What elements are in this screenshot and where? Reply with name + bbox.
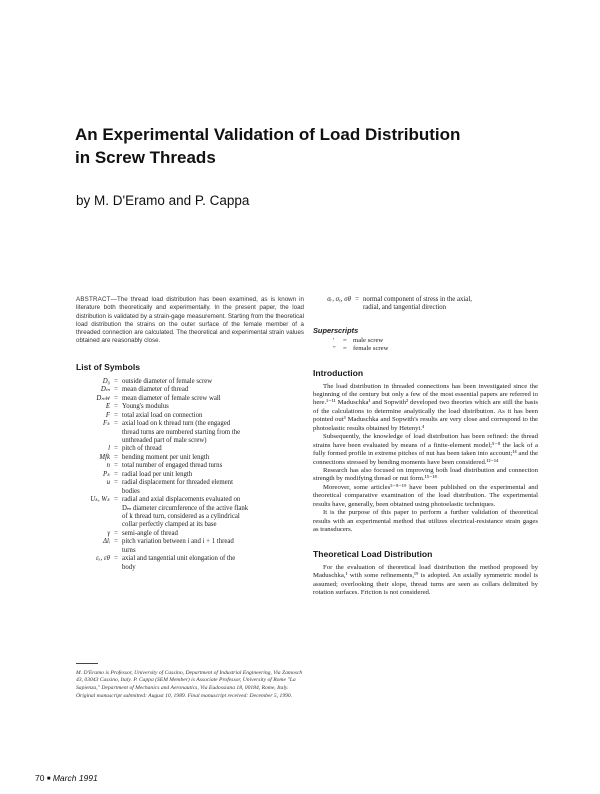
symbol-definition: radial and axial displacements evaluated on (122, 496, 241, 504)
body-paragraph: The load distribution in threaded connections has been investigated since the beginning of the century but only a few of the most essential papers are referred to here.¹⁻¹¹ Maduschka¹ and Sopwith² developed two theories which are still the basis of the calculations to determine analytically the load distribution. As it has been pointed out³ Maduschka and Sopwith's results are very close and correspond to the photoelastic results obtained by Hetenyi.⁴ (313, 382, 538, 432)
symbol-definition: total number of engaged thread turns (122, 462, 223, 470)
symbol-entry (76, 530, 304, 538)
symbol-entry (76, 538, 304, 555)
symbols-list (76, 378, 304, 572)
symbol-key: D₀ (102, 377, 110, 385)
symbol-definition: axial load on k thread turn (the engaged (122, 420, 231, 428)
equals-sign: = (114, 555, 118, 563)
equals-sign: = (114, 462, 118, 470)
symbol-key: σᵣ, σₓ, σθ (327, 296, 351, 303)
symbol-entry (76, 496, 304, 530)
symbol-definition: semi-angle of thread (122, 529, 178, 537)
symbol-key: u (106, 479, 110, 487)
symbol-definition: radial displacement for threaded element (122, 479, 233, 487)
symbol-entry (76, 555, 304, 572)
symbol-entry (76, 395, 304, 403)
page-folio (35, 773, 98, 783)
equals-sign: = (114, 403, 118, 411)
symbol-entry (76, 479, 304, 496)
symbol-key: Uₖ, Wₖ (90, 496, 110, 504)
symbol-key: Mfk (99, 453, 110, 461)
abstract-label: ABSTRACT— (76, 296, 117, 303)
superscript-definition: female screw (353, 345, 389, 353)
bullet-separator: ■ (46, 776, 51, 782)
footnote-dates: Original manuscript submitted: August 10, 1989. Final manuscript received: December 5, 1990. (76, 693, 293, 700)
symbol-definition: outside diameter of female screw (122, 377, 213, 385)
superscript-entry (313, 337, 538, 345)
symbol-definition: thread turns are numbered starting from the (122, 428, 241, 436)
body-paragraph: It is the purpose of this paper to perform a further validation of theoretical results with an experimental method that utilizes electrical-resistance strain gages as transducers. (313, 509, 538, 534)
issue-date: March 1991 (52, 773, 98, 783)
symbol-entry (76, 471, 304, 479)
title-line: An Experimental Validation of Load Distribution (75, 125, 461, 144)
symbol-entry (76, 445, 304, 453)
symbol-key: γ (107, 529, 110, 537)
right-column (313, 296, 538, 597)
symbol-key: l (108, 445, 110, 453)
symbol-definition: Young's modulus (122, 403, 169, 411)
symbol-key: F (105, 411, 110, 419)
equals-sign: = (114, 377, 118, 385)
symbol-definition: of k thread turn, considered as a cylindrical (122, 513, 240, 521)
superscript-definition: male screw (353, 336, 384, 344)
superscripts-heading: Superscripts (313, 325, 359, 335)
theoretical-heading: Theoretical Load Distribution (313, 548, 433, 559)
symbol-entry (76, 412, 304, 420)
equals-sign: = (114, 445, 118, 453)
superscript-key: ′ (333, 336, 335, 344)
equals-sign: = (114, 496, 118, 504)
symbol-definition: pitch variation between i and i + 1 thread (122, 538, 234, 546)
symbol-definition: normal component of stress in the axial, (363, 296, 472, 303)
symbol-key: Dₘw (96, 394, 110, 402)
left-column (76, 296, 304, 572)
symbol-definition: unthreaded part of male screw) (122, 436, 207, 444)
symbol-key: Dₘ (100, 386, 110, 394)
body-paragraph: Subsequently, the knowledge of load distribution has been refined: the thread strains have been evaluated by means of a finite-element model;⁵⁻⁸ the lack of a fully formed profile in extreme pitches of nut has been taken into account;¹⁴ and the connections stressed by bending moments have been considered.¹²⁻¹⁴ (313, 433, 538, 466)
footnote-rule (76, 663, 98, 664)
symbol-definition: pitch of thread (122, 445, 162, 453)
body-paragraph: Moreover, some articles⁵⁻⁸⁻¹⁹ have been published on the experimental and theoretical comparative examination of the load distribution. The experimental results have, generally, been obtained using photoelastic techniques. (313, 483, 538, 508)
equals-sign: = (114, 538, 118, 546)
superscript-key: ″ (333, 345, 336, 353)
symbol-definition: bending moment per unit length (122, 453, 210, 461)
symbol-key: E (105, 403, 110, 411)
symbol-definition: axial and tangential unit elongation of the (122, 555, 236, 563)
title-line: in Screw Threads (75, 148, 216, 167)
introduction-heading: Introduction (313, 367, 364, 378)
symbols-heading: List of Symbols (76, 361, 140, 372)
equals-sign: = (114, 394, 118, 402)
symbol-entry (76, 386, 304, 394)
body-paragraph: For the evaluation of theoretical load distribution the method proposed by Maduschka,¹ with some refinements,¹⁹ is adopted. An axially symmetric model is assumed; overlooking their slope, thread turns are seen as collars delimited by rotation surfaces. Friction is not considered. (313, 563, 538, 597)
equals-sign: = (114, 411, 118, 419)
footnote-affiliation: M. D'Eramo is Professor, University of Cassino, Department of Industrial Engineering, Via Zamosch 43, 03043 Cassino, Italy. P. Cappa (SEM Member) is Associate Professor, University of Rome "La Sapienza," Department of Mechanics and Aeronautics, Via Eudossiana 18, 00184, Rome, Italy. (76, 670, 303, 691)
page-number: 70 (35, 773, 45, 783)
symbol-entry (76, 403, 304, 411)
abstract (76, 296, 304, 346)
symbol-key: Fₖ (102, 420, 110, 428)
equals-sign: = (114, 529, 118, 537)
equals-sign: = (343, 345, 347, 353)
body-paragraph: Research has also focused on improving both load distribution and connection strength by modifying thread or nut form.¹⁵⁻¹⁸ (313, 467, 538, 483)
symbol-key: n (106, 462, 110, 470)
equals-sign: = (114, 420, 118, 428)
symbol-definition: bodies (122, 487, 140, 495)
equals-sign: = (114, 386, 118, 394)
symbol-entry (76, 454, 304, 462)
symbol-key: Δlᵢ (103, 538, 110, 546)
article-title (75, 123, 515, 169)
equals-sign: = (114, 479, 118, 487)
abstract-text: The thread load distribution has been examined, as is known in literature both theoretically and experimentally. In the present paper, the load distribution is validated by a strain-gage measurement. Starting from the theoretical load distribution the strains on the outer surface of the female member of a threaded connection are calculated. The theoretical and experimental strain values obtained are reasonably close. (76, 296, 304, 345)
equals-sign: = (343, 336, 347, 344)
symbol-key: Pₖ (102, 470, 110, 478)
symbol-definition: body (122, 563, 136, 571)
symbol-entry (313, 296, 538, 313)
symbol-key: εₓ, εθ (95, 555, 110, 563)
symbol-definition: turns (122, 546, 136, 554)
symbol-entry (76, 420, 304, 445)
author-byline: by M. D'Eramo and P. Cappa (76, 193, 250, 208)
superscript-entry (313, 345, 538, 353)
symbol-definition: radial load per unit length (122, 470, 193, 478)
symbol-definition: mean diameter of thread (122, 386, 189, 394)
symbol-entry (76, 378, 304, 386)
author-footnote (76, 670, 304, 702)
symbol-definition: total axial load on connection (122, 411, 203, 419)
equals-sign: = (114, 453, 118, 461)
symbol-definition: radial, and tangential direction (363, 304, 447, 312)
equals-sign: = (114, 470, 118, 478)
symbol-definition: mean diameter of female screw wall (122, 394, 221, 402)
symbol-definition: collar perfectly clamped at its base (122, 521, 217, 529)
equals-sign: = (355, 296, 359, 303)
symbol-definition: Dₘ diameter circumference of the active flank (122, 504, 249, 512)
symbol-entry (76, 462, 304, 470)
